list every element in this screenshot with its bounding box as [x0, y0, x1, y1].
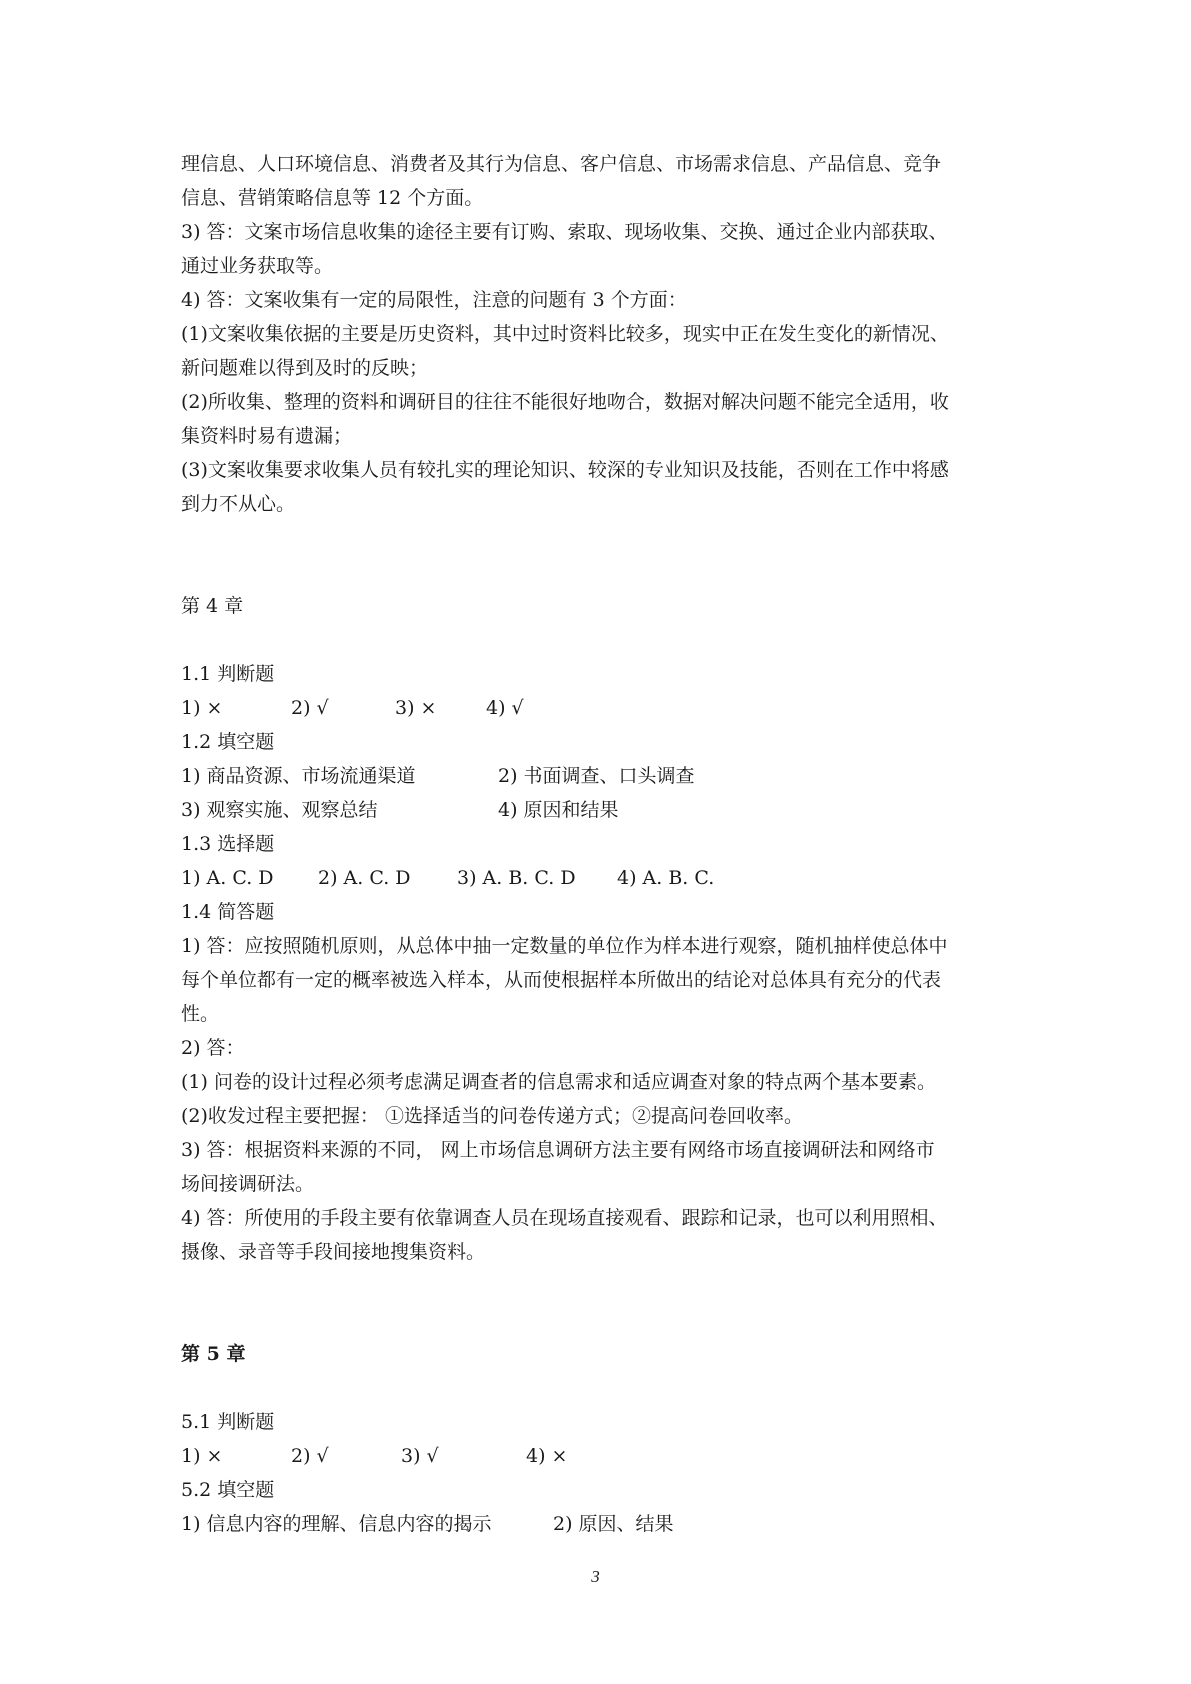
section-title-short: 1.4 简答题: [181, 901, 275, 923]
text-line: 到力不从心。: [181, 493, 296, 515]
answer: 1) A. C. D: [181, 867, 274, 889]
chapter-title: 第 5 章: [181, 1343, 246, 1365]
section-title-choice: 1.3 选择题: [181, 833, 275, 855]
answer: 1) ×: [181, 1445, 223, 1467]
text-line: 摄像、录音等手段间接地搜集资料。: [181, 1241, 486, 1263]
text-line: 每个单位都有一定的概率被选入样本，从而使根据样本所做出的结论对总体具有充分的代表: [181, 969, 942, 991]
answer: 1) 商品资源、市场流通渠道: [181, 765, 416, 787]
answer: 1) 信息内容的理解、信息内容的揭示: [181, 1513, 492, 1535]
text-line: 性。: [181, 1003, 220, 1025]
answer: 1) ×: [181, 697, 223, 719]
answer: 2) 原因、结果: [553, 1513, 674, 1535]
text-line: 4) 答：文案收集有一定的局限性，注意的问题有 3 个方面：: [181, 289, 687, 311]
answer: 3) A. B. C. D: [457, 867, 576, 889]
answer: 3) √: [401, 1445, 439, 1467]
text-line: 新问题难以得到及时的反映；: [181, 357, 429, 379]
text-line: 信息、营销策略信息等 12 个方面。: [181, 187, 484, 209]
section-title-fill: 1.2 填空题: [181, 731, 275, 753]
text-line: 集资料时易有遗漏；: [181, 425, 353, 447]
fill-answers-row: [181, 793, 1017, 827]
judge-answers: [181, 1439, 1017, 1473]
text-line: 4) 答：所使用的手段主要有依靠调查人员在现场直接观看、跟踪和记录，也可以利用照相、: [181, 1207, 948, 1229]
text-line: (2)收发过程主要把握： ①选择适当的问卷传递方式；②提高问卷回收率。: [181, 1105, 803, 1127]
answer: 4) ×: [526, 1445, 568, 1467]
top-section: [181, 147, 1017, 521]
text-line: (1)文案收集依据的主要是历史资料，其中过时资料比较多，现实中正在发生变化的新情况、: [181, 323, 949, 345]
text-line: 3) 答：根据资料来源的不同， 网上市场信息调研方法主要有网络市场直接调研法和网络市: [181, 1139, 935, 1161]
text-line: 3) 答：文案市场信息收集的途径主要有订购、索取、现场收集、交换、通过企业内部获取、: [181, 221, 948, 243]
text-line: (3)文案收集要求收集人员有较扎实的理论知识、较深的专业知识及技能，否则在工作中将感: [181, 459, 949, 481]
section-title-fill: 5.2 填空题: [181, 1479, 275, 1501]
text-line: 通过业务获取等。: [181, 255, 334, 277]
fill-answers-row: [181, 1507, 1017, 1541]
section-title-judge: 1.1 判断题: [181, 663, 275, 685]
chapter-5: [181, 1337, 1017, 1541]
answer: 2) 书面调查、口头调查: [498, 765, 695, 787]
answer: 3) 观察实施、观察总结: [181, 799, 378, 821]
chapter-4: [181, 589, 1017, 1269]
text-line: 2) 答：: [181, 1037, 245, 1059]
section-title-judge: 5.1 判断题: [181, 1411, 275, 1433]
text-line: (2)所收集、整理的资料和调研目的往往不能很好地吻合，数据对解决问题不能完全适用，收: [181, 391, 949, 413]
answer: 4) √: [486, 697, 524, 719]
fill-answers-row: [181, 759, 1017, 793]
choice-answers: [181, 861, 1017, 895]
text-line: (1) 问卷的设计过程必须考虑满足调查者的信息需求和适应调查对象的特点两个基本要素。: [181, 1071, 936, 1093]
answer: 2) A. C. D: [318, 867, 411, 889]
text-line: 1) 答：应按照随机原则，从总体中抽一定数量的单位作为样本进行观察，随机抽样使总体中: [181, 935, 948, 957]
answer: 2) √: [291, 1445, 329, 1467]
answer: 2) √: [291, 697, 329, 719]
page-number: 3: [591, 1567, 600, 1586]
judge-answers: [181, 691, 1017, 725]
answer: 3) ×: [395, 697, 437, 719]
text-line: 理信息、人口环境信息、消费者及其行为信息、客户信息、市场需求信息、产品信息、竞争: [181, 153, 942, 175]
chapter-title: 第 4 章: [181, 595, 244, 617]
answer: 4) 原因和结果: [498, 799, 619, 821]
document-page: [181, 147, 1017, 1541]
answer: 4) A. B. C.: [617, 867, 715, 889]
text-line: 场间接调研法。: [181, 1173, 315, 1195]
